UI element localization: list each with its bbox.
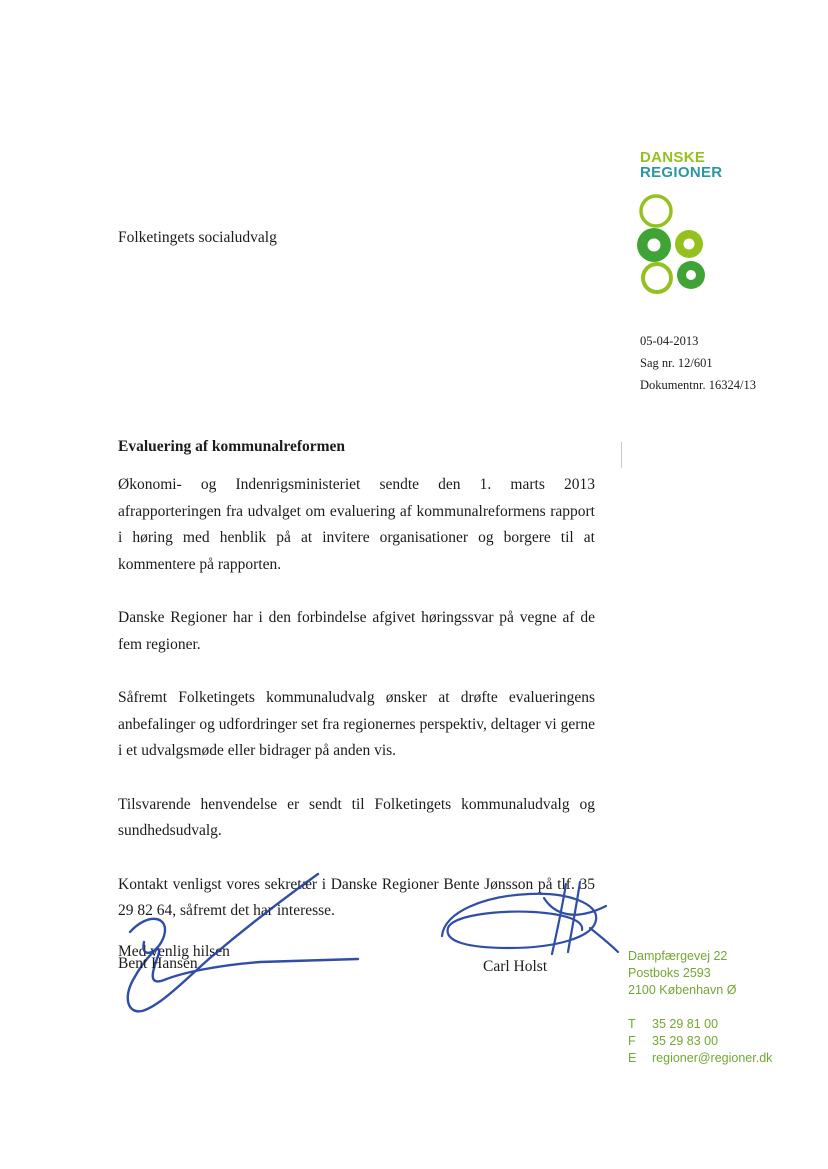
paragraph: Økonomi- og Indenrigsministeriet sendte den 1. marts 2013 afrapporteringen fra udvalget om evaluering af kommunalreformens rapport i høring med henblik på at invitere organisationer og borgere til at kommentere på rapporten. [118, 476, 595, 573]
address-line: Postboks 2593 [628, 966, 711, 980]
document-number: Dokumentnr. 16324/13 [640, 378, 756, 392]
address-line: Dampfærgevej 22 [628, 949, 728, 963]
phone-number: 35 29 81 00 [652, 1017, 719, 1031]
recipient: Folketingets socialudvalg [118, 229, 277, 246]
footer-contacts [628, 1016, 772, 1067]
letter-body [118, 438, 595, 961]
contact-label: T [628, 1017, 636, 1031]
footer-address [628, 948, 736, 999]
fax-number: 35 29 83 00 [652, 1034, 719, 1048]
closing-line: Med venlig hilsen [118, 942, 230, 960]
contact-row-fax [628, 1033, 772, 1050]
logo-circles-icon [637, 192, 711, 296]
contact-label: E [628, 1051, 637, 1065]
address-line: 2100 København Ø [628, 983, 737, 997]
contact-row-phone [628, 1016, 772, 1033]
case-number: Sag nr. 12/601 [640, 356, 713, 370]
logo-word-regioner: REGIONER [640, 164, 723, 181]
contact-label: F [628, 1034, 636, 1048]
logo-word-danske: DANSKE [640, 149, 706, 166]
danske-regioner-logo [640, 150, 722, 180]
signer-name-bent-hansen: Bent Hansen [118, 955, 198, 972]
letter-meta [640, 330, 756, 396]
paragraph: Tilsvarende henvendelse er sendt til Folketingets kommunaludvalg og sundhedsudvalg. [118, 795, 595, 839]
paragraph: Såfremt Folketingets kommunaludvalg ønsker at drøfte evalueringens anbefalinger og udfordringer set fra regionernes perspektiv, deltager vi gerne i et udvalgsmøde eller bidrager på anden vis. [118, 689, 595, 759]
email-address: regioner@regioner.dk [652, 1051, 773, 1065]
paragraph: Danske Regioner har i den forbindelse afgivet høringssvar på vegne af de fem regioner. [118, 609, 595, 653]
subject-line: Evaluering af kommunalreformen [118, 438, 346, 455]
scan-artifact [621, 442, 622, 468]
letter-date: 05-04-2013 [640, 334, 699, 348]
paragraph: Kontakt venligst vores sekretær i Danske Regioner Bente Jønsson på tlf. 35 29 82 64, såfremt det har interesse. [118, 875, 595, 919]
signer-name-carl-holst: Carl Holst [483, 958, 548, 975]
contact-row-email [628, 1050, 772, 1067]
